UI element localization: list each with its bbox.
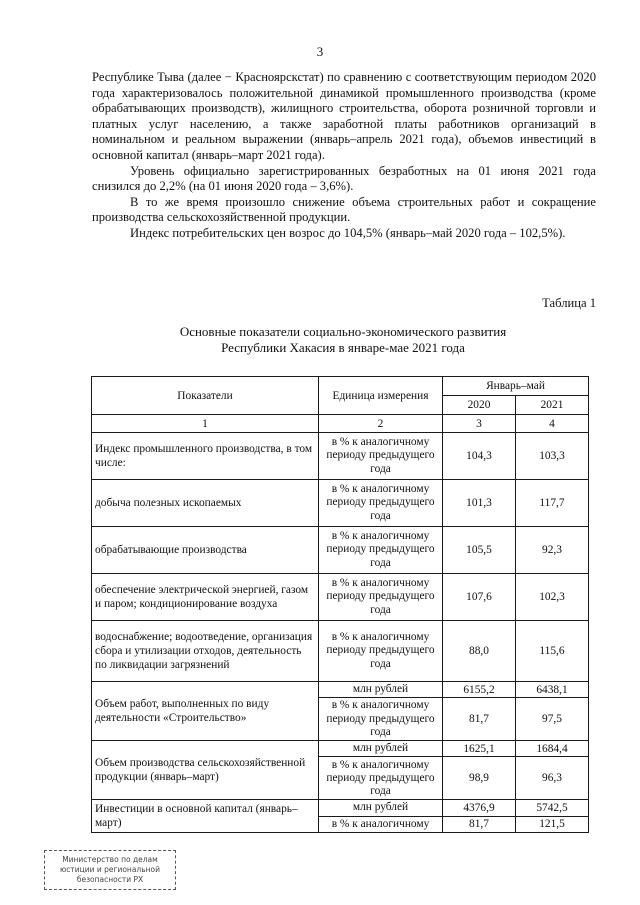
indicators-table	[91, 376, 589, 833]
table-title-line: Основные показатели социально-экономического развития	[179, 324, 507, 339]
table-row	[92, 574, 589, 621]
value-2020: 107,6	[443, 574, 516, 621]
unit-cell: в % к аналогичному периоду предыдущего года	[319, 757, 443, 800]
unit-cell: в % к аналогичному периоду предыдущего года	[319, 621, 443, 682]
column-number: 2	[319, 415, 443, 433]
table-row	[92, 682, 589, 698]
indicator-name: водоснабжение; водоотведение, организация сбора и утилизации отходов, деятельность по ликвидации загрязнений	[92, 621, 319, 682]
column-number: 3	[443, 415, 516, 433]
header-row	[92, 377, 589, 396]
unit-cell: в % к аналогичному периоду предыдущего года	[319, 698, 443, 741]
paragraph: Республике Тыва (далее − Красноярскстат) по сравнению с соответствующим периодом 2020 года характеризовалось положительной динамикой промышленного производства (кроме обрабатывающих производств), жилищного строительства, оборота розничной торговли и платных услуг населению, а также заработной платы работников организаций в номинальном и реальном выражении (январь–апрель 2021 года), объемов инвестиций в основной капитал (январь–март 2021 года).	[92, 70, 596, 162]
header-indicators: Показатели	[92, 377, 319, 415]
body-text	[92, 70, 596, 242]
value-2020: 98,9	[443, 757, 516, 800]
header-period: Январь–май	[443, 377, 589, 396]
value-2020: 101,3	[443, 480, 516, 527]
table-row	[92, 741, 589, 757]
column-number-row	[92, 415, 589, 433]
table-row	[92, 433, 589, 480]
column-number: 1	[92, 415, 319, 433]
stamp-line: юстиции и региональной	[59, 865, 161, 874]
value-2020: 104,3	[443, 433, 516, 480]
indicator-name: Объем производства сельскохозяйственной продукции (январь–март)	[92, 741, 319, 800]
unit-cell: млн рублей	[319, 800, 443, 816]
column-number: 4	[516, 415, 589, 433]
value-2021: 6438,1	[516, 682, 589, 698]
value-2021: 121,5	[516, 816, 589, 832]
table-row	[92, 621, 589, 682]
indicator-name: обеспечение электрической энергией, газом и паром; кондиционирование воздуха	[92, 574, 319, 621]
value-2020: 1625,1	[443, 741, 516, 757]
page-number: 3	[316, 44, 324, 59]
unit-cell: в % к аналогичному периоду предыдущего года	[319, 527, 443, 574]
value-2020: 4376,9	[443, 800, 516, 816]
indicator-name: обрабатывающие производства	[92, 527, 319, 574]
indicator-name: Индекс промышленного производства, в том числе:	[92, 433, 319, 480]
table-title-line: Республики Хакасия в январе-мае 2021 года	[221, 340, 465, 355]
table-label: Таблица 1	[542, 296, 596, 310]
unit-cell: в % к аналогичному периоду предыдущего года	[319, 574, 443, 621]
table-row	[92, 480, 589, 527]
unit-cell: млн рублей	[319, 682, 443, 698]
value-2021: 115,6	[516, 621, 589, 682]
unit-cell: в % к аналогичному периоду предыдущего года	[319, 480, 443, 527]
indicator-name: Инвестиции в основной капитал (январь–март)	[92, 800, 319, 832]
paragraph: Уровень официально зарегистрированных безработных на 01 июня 2021 года снизился до 2,2% (на 01 июня 2020 года – 3,6%).	[92, 163, 596, 194]
indicator-name: добыча полезных ископаемых	[92, 480, 319, 527]
unit-cell: млн рублей	[319, 741, 443, 757]
value-2021: 92,3	[516, 527, 589, 574]
paragraph: Индекс потребительских цен возрос до 104,5% (январь–май 2020 года – 102,5%).	[130, 225, 566, 240]
value-2021: 103,3	[516, 433, 589, 480]
table-row	[92, 800, 589, 816]
header-year-2020: 2020	[443, 396, 516, 415]
value-2021: 102,3	[516, 574, 589, 621]
value-2020: 81,7	[443, 698, 516, 741]
table-row	[92, 527, 589, 574]
registration-stamp	[44, 850, 176, 890]
value-2020: 6155,2	[443, 682, 516, 698]
unit-cell: в % к аналогичному	[319, 816, 443, 832]
value-2021: 5742,5	[516, 800, 589, 816]
header-year-2021: 2021	[516, 396, 589, 415]
indicator-name: Объем работ, выполненных по виду деятельности «Строительство»	[92, 682, 319, 741]
value-2021: 96,3	[516, 757, 589, 800]
paragraph: В то же время произошло снижение объема строительных работ и сокращение производства сельскохозяйственной продукции.	[92, 194, 596, 225]
stamp-line: безопасности РХ	[76, 875, 144, 884]
value-2020: 88,0	[443, 621, 516, 682]
unit-cell: в % к аналогичному периоду предыдущего года	[319, 433, 443, 480]
value-2020: 105,5	[443, 527, 516, 574]
table-title	[90, 324, 596, 356]
stamp-line: Министерство по делам	[62, 855, 158, 864]
value-2021: 97,5	[516, 698, 589, 741]
header-unit: Единица измерения	[319, 377, 443, 415]
value-2021: 117,7	[516, 480, 589, 527]
value-2020: 81,7	[443, 816, 516, 832]
value-2021: 1684,4	[516, 741, 589, 757]
